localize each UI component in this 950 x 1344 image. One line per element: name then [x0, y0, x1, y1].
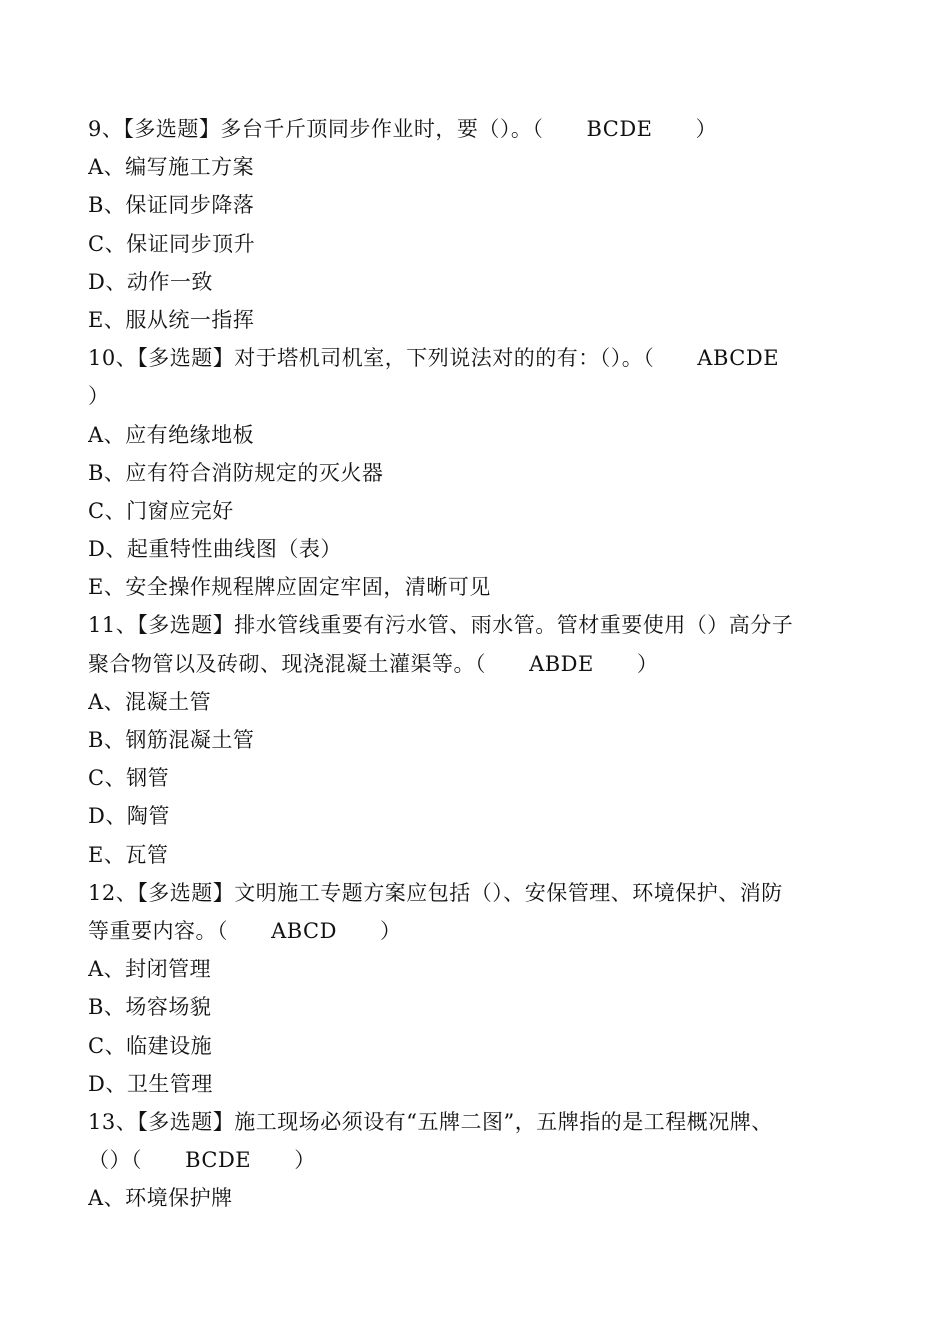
question-number: 10、 — [88, 346, 138, 371]
option-line: A、封闭管理 — [88, 957, 212, 982]
question-number: 9、 — [88, 117, 124, 141]
question-number: 11、 — [88, 613, 138, 638]
question-10-line-1 — [88, 339, 858, 377]
answer-close: ） — [294, 1148, 316, 1173]
answer-close: ） — [636, 651, 659, 676]
option-line: C、钢管 — [88, 766, 170, 791]
question-12-line-2 — [88, 912, 858, 950]
answer-key: ABCDE — [697, 346, 780, 371]
answer-close: ） — [380, 918, 402, 943]
answer-key: BCDE — [586, 117, 653, 141]
answer-close: ） — [88, 384, 110, 409]
question-12-line-1 — [88, 874, 858, 912]
option-line: B、钢筋混凝土管 — [88, 728, 255, 752]
option-line: C、临建设施 — [88, 1033, 213, 1058]
option-line: A、环境保护牌 — [88, 1186, 233, 1211]
document-page — [88, 110, 858, 1217]
option-line: E、瓦管 — [88, 842, 169, 867]
question-9-line-1 — [88, 110, 858, 148]
question-text: 等重要内容。（ — [88, 918, 228, 943]
question-13-line-2 — [88, 1141, 858, 1179]
question-11-line-1 — [88, 606, 858, 644]
option-line: D、起重特性曲线图（表） — [88, 537, 342, 562]
question-text: （）（ — [88, 1148, 142, 1173]
option-line: C、门窗应完好 — [88, 498, 234, 523]
question-text: 【多选题】多台千斤顶同步作业时，要（）。（ — [123, 117, 544, 141]
question-text: 【多选题】文明施工专题方案应包括（）、安保管理、环境保护、消防 — [137, 880, 783, 905]
question-text: 【多选题】排水管线重要有污水管、雨水管。管材重要使用（）高分子 — [137, 613, 794, 638]
question-11-line-2 — [88, 645, 858, 683]
question-text: 【多选题】施工现场必须设有“五牌二图”，五牌指的是工程概况牌、 — [137, 1109, 773, 1134]
option-line: B、保证同步降落 — [88, 193, 255, 218]
option-line: C、保证同步顶升 — [88, 231, 256, 256]
question-text: 【多选题】对于塔机司机室，下列说法对的的有：（）。（ — [137, 346, 655, 371]
question-number: 13、 — [88, 1109, 138, 1134]
question-text: 聚合物管以及砖砌、现浇混凝土灌渠等。（ — [88, 651, 486, 676]
question-number: 12、 — [88, 880, 138, 905]
question-10-line-2 — [88, 377, 858, 415]
option-line: E、服从统一指挥 — [88, 307, 255, 332]
option-line: A、应有绝缘地板 — [88, 422, 255, 447]
option-line: A、混凝土管 — [88, 689, 212, 714]
option-line: D、陶管 — [88, 804, 170, 829]
option-line: D、卫生管理 — [88, 1071, 213, 1096]
option-line: B、场容场貌 — [88, 995, 212, 1020]
option-line: A、编写施工方案 — [88, 155, 255, 180]
option-line: E、安全操作规程牌应固定牢固，清晰可见 — [88, 575, 491, 600]
option-line: D、动作一致 — [88, 269, 213, 294]
option-line: B、应有符合消防规定的灭火器 — [88, 460, 384, 485]
answer-key: BCDE — [185, 1148, 252, 1173]
question-13-line-1 — [88, 1103, 858, 1141]
answer-key: ABDE — [529, 651, 594, 676]
answer-close: ） — [695, 117, 718, 141]
answer-key: ABCD — [271, 918, 337, 943]
